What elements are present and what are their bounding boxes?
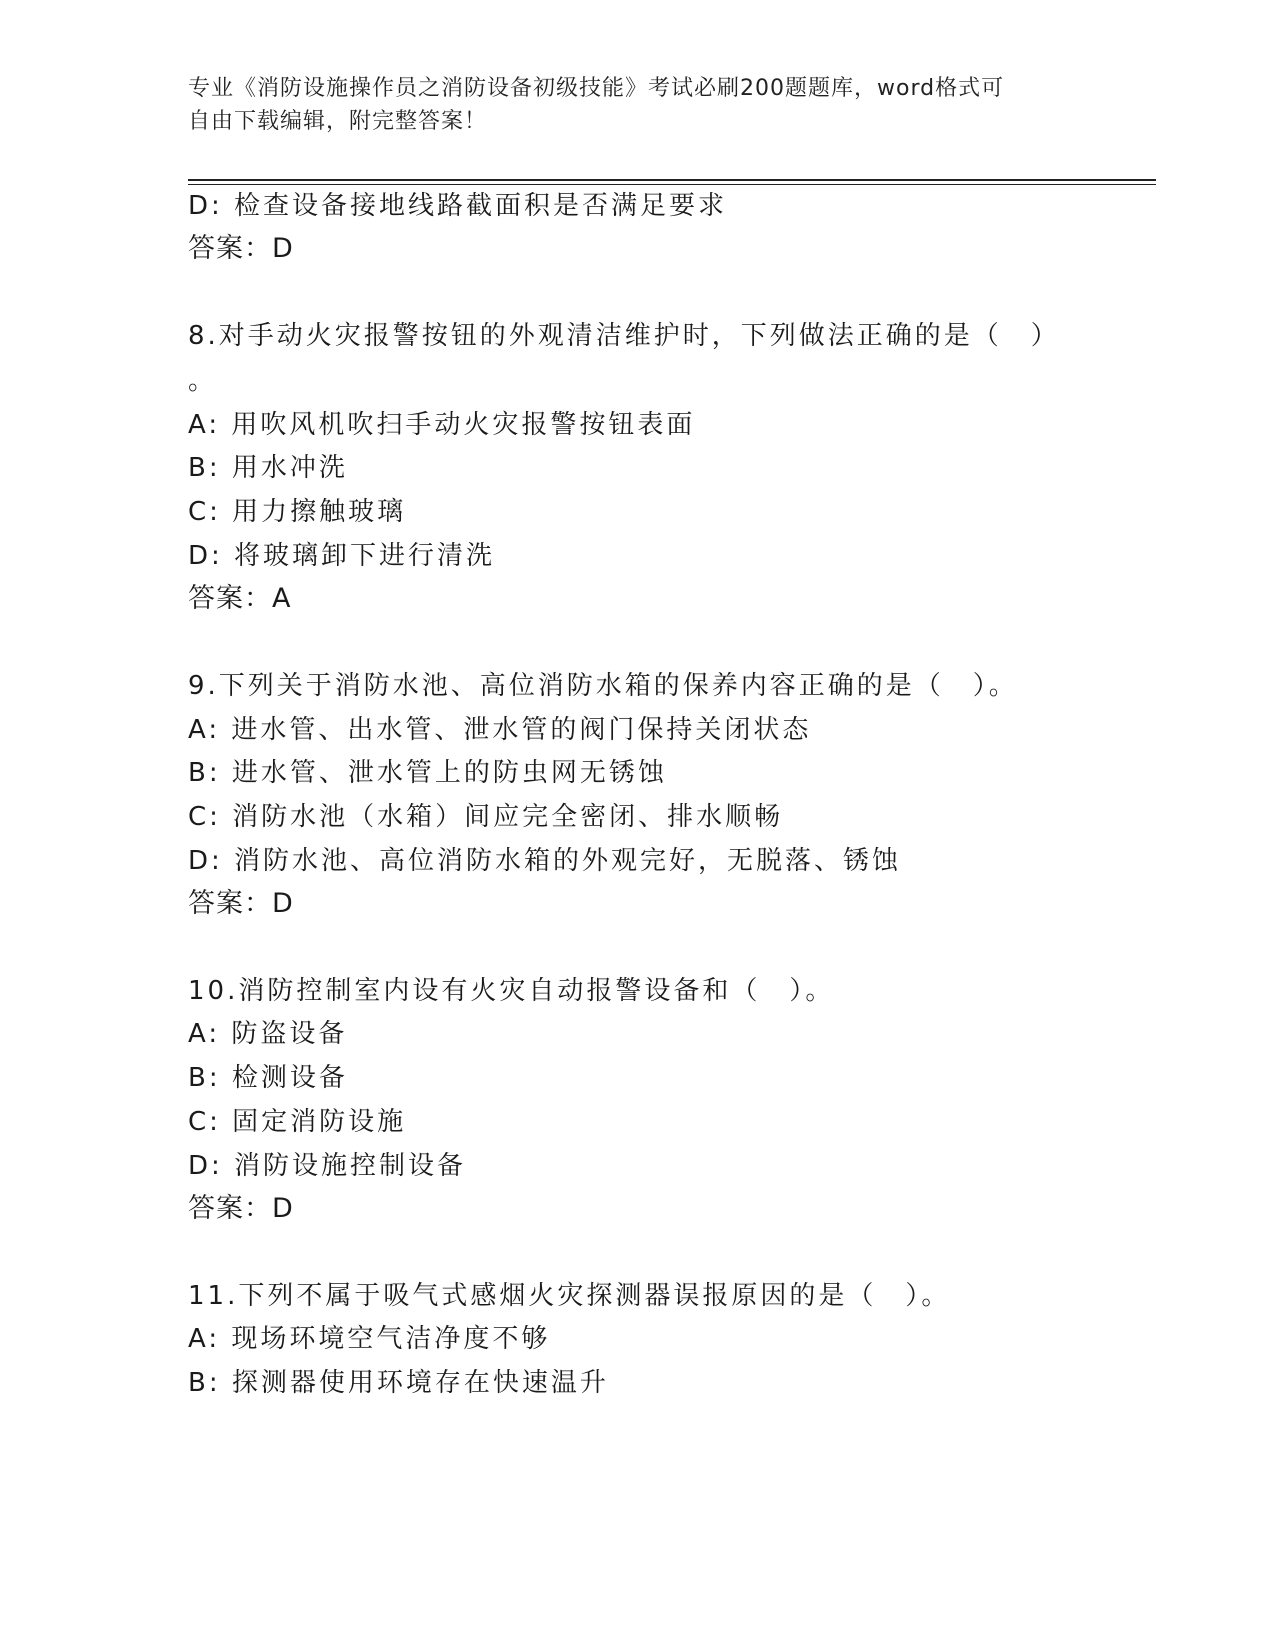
option-d: D: 将玻璃卸下进行清洗 (188, 541, 496, 571)
option-b: B: 探测器使用环境存在快速温升 (188, 1368, 609, 1398)
option-d: D: 检查设备接地线路截面积是否满足要求 (188, 191, 728, 221)
option-a: A: 用吹风机吹扫手动火灾报警按钮表面 (188, 410, 696, 440)
header-rule-thin (188, 184, 1156, 185)
question-stem-continuation: 。 (188, 366, 218, 396)
question-stem: 9.下列关于消防水池、高位消防水箱的保养内容正确的是（ ）。 (188, 671, 1018, 701)
header-rule-thick (188, 179, 1156, 181)
answer: 答案：D (188, 888, 294, 919)
answer: 答案：D (188, 233, 294, 264)
document-header (188, 72, 1088, 138)
option-c: C: 消防水池（水箱）间应完全密闭、排水顺畅 (188, 802, 784, 832)
option-a: A: 现场环境空气洁净度不够 (188, 1324, 551, 1354)
option-a: A: 进水管、出水管、泄水管的阀门保持关闭状态 (188, 715, 812, 745)
header-line-1: 专业《消防设施操作员之消防设备初级技能》考试必刷200题题库，word格式可 (188, 76, 1005, 101)
option-d: D: 消防设施控制设备 (188, 1151, 467, 1181)
option-b: B: 用水冲洗 (188, 453, 348, 483)
option-c: C: 用力擦触玻璃 (188, 497, 407, 527)
answer: 答案：A (188, 583, 292, 614)
option-d: D: 消防水池、高位消防水箱的外观完好，无脱落、锈蚀 (188, 846, 902, 876)
option-b: B: 检测设备 (188, 1063, 348, 1093)
question-stem: 11.下列不属于吸气式感烟火灾探测器误报原因的是（ ）。 (188, 1281, 951, 1311)
option-b: B: 进水管、泄水管上的防虫网无锈蚀 (188, 758, 667, 788)
option-c: C: 固定消防设施 (188, 1107, 407, 1137)
answer: 答案：D (188, 1193, 294, 1224)
question-stem: 8.对手动火灾报警按钮的外观清洁维护时，下列做法正确的是（ ） (188, 321, 1060, 351)
header-line-2: 自由下载编辑，附完整答案！ (188, 109, 488, 134)
option-a: A: 防盗设备 (188, 1019, 348, 1049)
question-stem: 10.消防控制室内设有火灾自动报警设备和（ ）。 (188, 976, 835, 1006)
